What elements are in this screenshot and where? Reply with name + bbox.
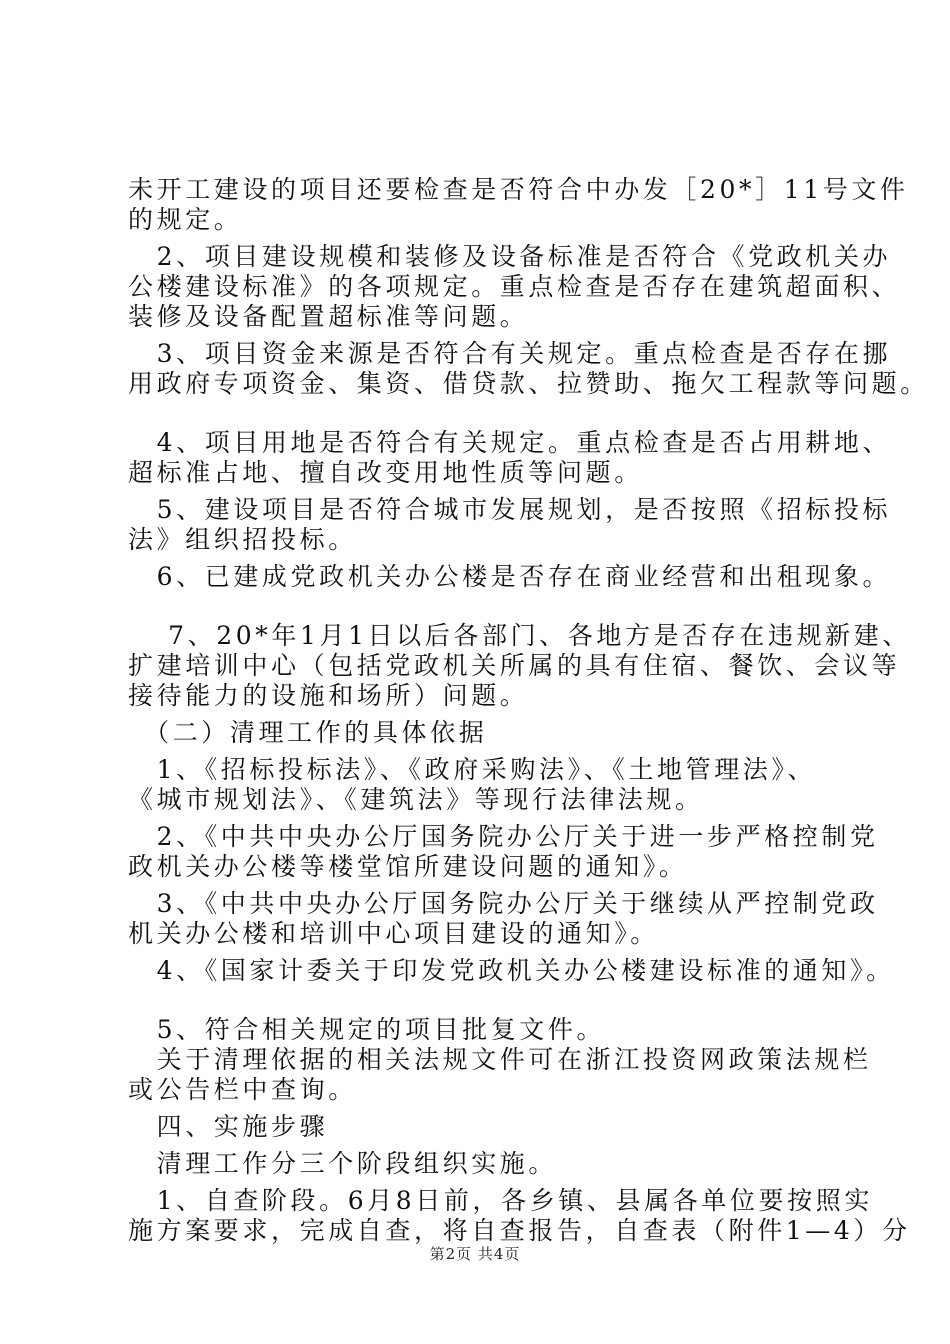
text-line: 2、《中共中央办公厅国务院办公厅关于进一步严格控制党 bbox=[128, 822, 879, 851]
text-line: 7、20*年1月1日以后各部门、各地方是否存在违规新建、 bbox=[128, 621, 911, 650]
text-line: 接待能力的设施和场所）问题。 bbox=[128, 681, 529, 710]
text-line: 用政府专项资金、集资、借贷款、拉赞助、拖欠工程款等问题。 bbox=[128, 369, 929, 398]
text-line: 装修及设备配置超标准等问题。 bbox=[128, 302, 529, 331]
text-line: 四、实施步骤 bbox=[128, 1112, 329, 1141]
text-line: 清理工作分三个阶段组织实施。 bbox=[128, 1149, 558, 1178]
text-line: 《城市规划法》、《建筑法》等现行法律法规。 bbox=[128, 785, 704, 814]
text-line: 机关办公楼和培训中心项目建设的通知》。 bbox=[128, 919, 659, 948]
text-line: 2、项目建设规模和装修及设备标准是否符合《党政机关办 bbox=[128, 242, 892, 271]
text-line: 未开工建设的项目还要检查是否符合中办发［20*］11号文件 bbox=[128, 175, 909, 204]
text-line: 超标准占地、擅自改变用地性质等问题。 bbox=[128, 458, 643, 487]
text-line: （二）清理工作的具体依据 bbox=[128, 718, 488, 747]
text-line: 5、建设项目是否符合城市发展规划，是否按照《招标投标 bbox=[128, 495, 892, 524]
text-line: 1、自查阶段。6月8日前，各乡镇、县属各单位要按照实 bbox=[128, 1186, 873, 1215]
page-footer: 第2页 共4页 bbox=[429, 1245, 521, 1263]
text-line: 6、已建成党政机关办公楼是否存在商业经营和出租现象。 bbox=[128, 562, 892, 591]
text-line: 1、《招标投标法》、《政府采购法》、《土地管理法》、 bbox=[128, 755, 817, 784]
text-line: 3、《中共中央办公厅国务院办公厅关于继续从严控制党政 bbox=[128, 889, 879, 918]
text-line: 5、符合相关规定的项目批复文件。 bbox=[128, 1015, 606, 1044]
text-line: 法》组织招投标。 bbox=[128, 525, 357, 554]
text-line: 扩建培训中心（包括党政机关所属的具有住宿、餐饮、会议等 bbox=[128, 651, 901, 680]
text-line: 关于清理依据的相关法规文件可在浙江投资网政策法规栏 bbox=[128, 1045, 872, 1074]
text-line: 施方案要求，完成自查，将自查报告，自查表（附件1—4）分 bbox=[128, 1216, 911, 1245]
text-line: 或公告栏中查询。 bbox=[128, 1075, 357, 1104]
text-line: 4、项目用地是否符合有关规定。重点检查是否占用耕地、 bbox=[128, 428, 892, 457]
text-line: 政机关办公楼等楼堂馆所建设问题的通知》。 bbox=[128, 852, 688, 881]
text-line: 3、项目资金来源是否符合有关规定。重点检查是否存在挪 bbox=[128, 339, 892, 368]
text-line: 4、《国家计委关于印发党政机关办公楼建设标准的通知》。 bbox=[128, 956, 895, 985]
text-line: 公楼建设标准》的各项规定。重点检查是否存在建筑超面积、 bbox=[128, 272, 901, 301]
text-line: 的规定。 bbox=[128, 205, 243, 234]
